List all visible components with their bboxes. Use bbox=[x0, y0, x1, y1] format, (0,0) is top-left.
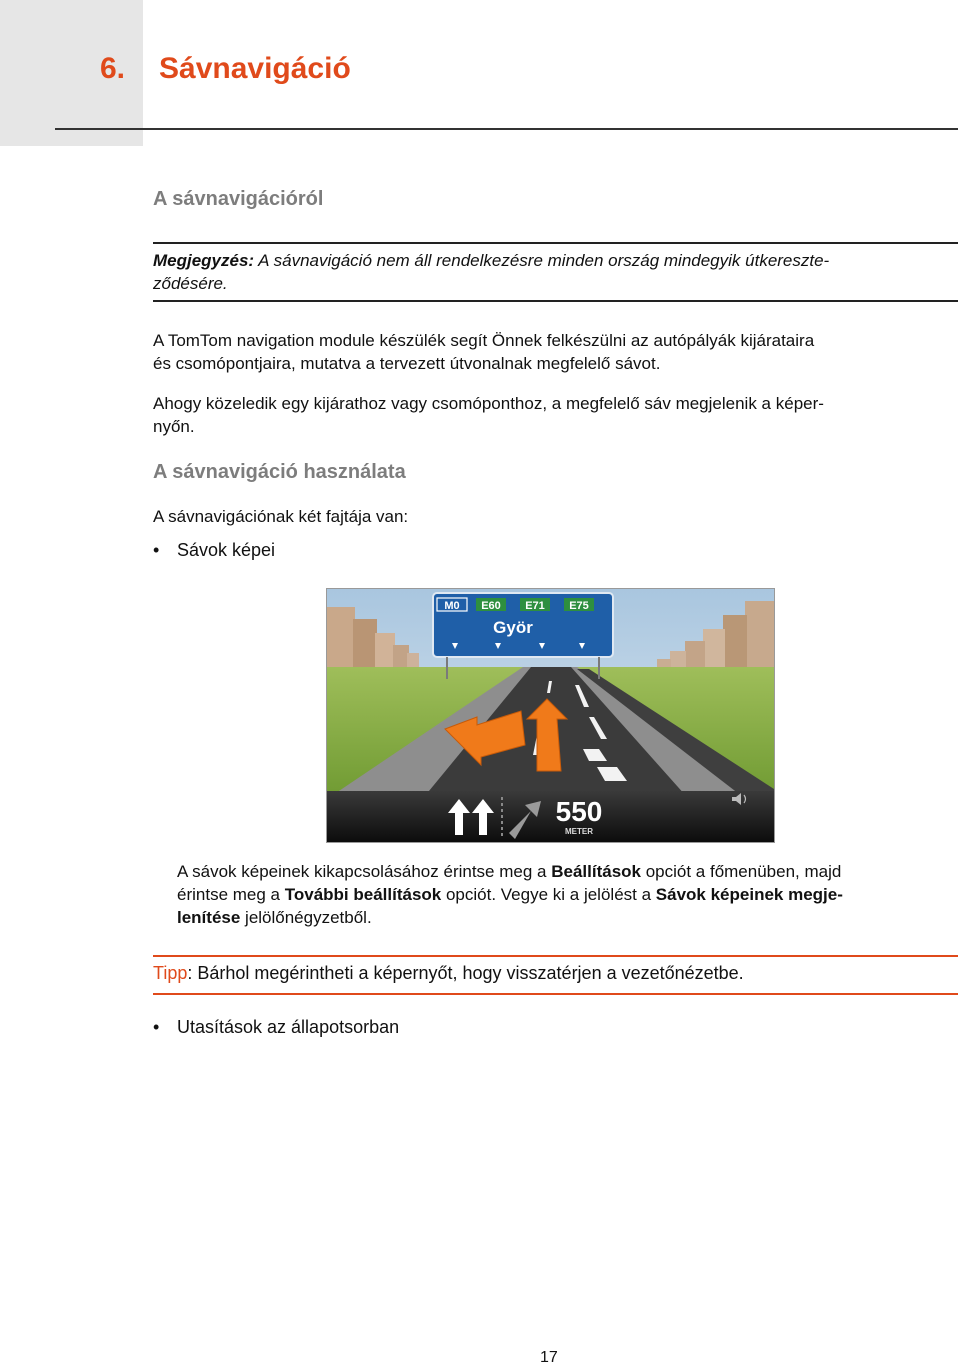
sign-m-label: M0 bbox=[444, 600, 460, 612]
bullet-status-instructions bbox=[153, 1017, 399, 1038]
settings-term: Beállítások bbox=[551, 862, 641, 881]
approach-paragraph bbox=[153, 392, 953, 438]
note-text-line2: ződésére. bbox=[153, 274, 228, 293]
bullet-lane-images-label: Sávok képei bbox=[177, 540, 276, 560]
note-top-rule bbox=[153, 242, 958, 244]
intro-line1: A TomTom navigation module készülék segít Önnek felkészülni az autópályák kijárataira bbox=[153, 331, 815, 350]
sign-city-label: Györ bbox=[493, 618, 533, 637]
note-text-line1: A sávnavigáció nem áll rendelkezésre minden ország mindegyik útkereszte- bbox=[254, 251, 830, 270]
types-intro: A sávnavigációnak két fajtája van: bbox=[153, 507, 409, 526]
section-heading-about: A sávnavigációról bbox=[153, 188, 324, 210]
more-settings-term: További beállítások bbox=[284, 885, 442, 904]
bullet-dot: • bbox=[153, 1017, 160, 1037]
approach-line2: nyőn. bbox=[153, 417, 195, 436]
lane-guidance-illustration bbox=[327, 589, 774, 842]
bullet-lane-images bbox=[153, 540, 275, 561]
bullet-dot: • bbox=[153, 540, 160, 560]
bullet-status-instructions-label: Utasítások az állapotsorban bbox=[177, 1017, 400, 1037]
distance-unit: METER bbox=[565, 827, 593, 836]
note-label: Megjegyzés: bbox=[153, 251, 255, 270]
instruction-line1: A sávok képeinek kikapcsolásához érintse meg a Beállítások opciót a főmenüben, majd bbox=[177, 862, 842, 881]
instruction-line2: érintse meg a További beállítások opciót. Vegye ki a jelölést a Sávok képeinek megje- bbox=[177, 885, 843, 904]
title-divider bbox=[55, 128, 958, 130]
note-bottom-rule bbox=[153, 300, 958, 302]
sign-e75-label: E75 bbox=[569, 600, 589, 612]
show-lane-images-term: Sávok képeinek megje- bbox=[655, 885, 843, 904]
section-heading-usage: A sávnavigáció használata bbox=[153, 461, 406, 483]
lane-images-instruction bbox=[177, 860, 957, 929]
chapter-number: 6. bbox=[100, 52, 126, 85]
approach-line1: Ahogy közeledik egy kijárathoz vagy csomóponthoz, a megfelelő sáv megjelenik a képer- bbox=[153, 394, 824, 413]
sign-e71-label: E71 bbox=[525, 600, 545, 612]
tip-label: Tipp bbox=[153, 963, 188, 983]
note-block bbox=[153, 249, 953, 295]
distance-value: 550 bbox=[555, 796, 603, 827]
page-number: 17 bbox=[540, 1349, 558, 1366]
tip-bottom-rule bbox=[153, 993, 958, 995]
intro-paragraph bbox=[153, 329, 953, 375]
tip-block bbox=[153, 962, 953, 985]
tip-top-rule bbox=[153, 955, 958, 957]
chapter-title: Sávnavigáció bbox=[159, 52, 351, 85]
instruction-bar bbox=[327, 791, 774, 842]
sign-e60-label: E60 bbox=[481, 600, 501, 612]
intro-line2: és csomópontjaira, mutatva a tervezett útvonalnak megfelelő sávot. bbox=[153, 354, 661, 373]
lane-guidance-screenshot bbox=[326, 588, 775, 843]
tip-text: : Bárhol megérintheti a képernyőt, hogy visszatérjen a vezetőnézetbe. bbox=[187, 963, 744, 983]
instruction-line3: lenítése jelölőnégyzetből. bbox=[177, 908, 372, 927]
